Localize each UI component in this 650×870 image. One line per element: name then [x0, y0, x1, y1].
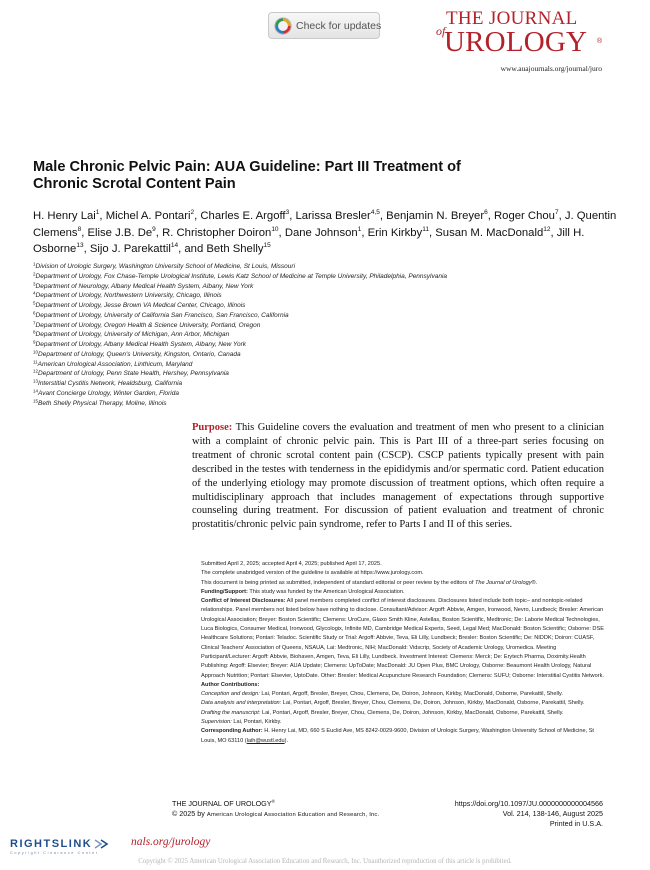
author-name: R. Christopher Doiron: [162, 226, 272, 239]
footer-copyright-prefix: © 2025 by: [172, 809, 205, 818]
affiliation-number: 12: [33, 368, 39, 374]
affiliation-text: Department of Urology, Northwestern University, Chicago, Illinois: [35, 292, 222, 300]
doi-link[interactable]: https://doi.org/10.1097/JU.0000000000004566: [454, 799, 603, 808]
rightslink-wordmark: RIGHTSLINK: [10, 838, 93, 850]
footer-journal-name: THE JOURNAL OF UROLOGY: [172, 799, 272, 808]
unabridged-text: The complete unabridged version of the guideline is available at: [201, 570, 359, 577]
printed-journal: The Journal of Urology: [474, 579, 532, 586]
author-affiliation-number: 1: [95, 209, 100, 216]
affiliation-item: [33, 360, 633, 370]
coi-text: All panel members completed conflict of interest disclosures. Disclosures listed include both topic– and nontopic-related relationships. Panel members not listed below have nothing to disclose. Consultant/Advisor: Argoff: Abbvie, Amgen, Ironwood, Nevro, Lundbeck; Bresler: American Urological Association; Breyer: Boston Scientific; Clemens: UroCure, Glaxo Smith Kline, Astellas, Boston Scientific, Medtronic; De: Laborie Medical Technologies, Luca Biologics, Consumer Medical, Ironwood, Glycologix, Infinite MD, Cambridge Medical Experts, Seed, Legal Med; MacDonald: Boston Scientific; Osborne: DSE Healthcare Solutions; Pontari: Teladoc. Scientific Study or Trial: Argoff: Abbvie, Teva, Eli Lilly, Lundbeck; Bresler: Boston Scientific; De: NIDDK; Doiron: CUASF, Clinical Teachers' Association of Queens, NSAUA, Lai: Medtronic, NIH; MacDonald: Vidscrip, Society of Academic Urology, Uromedica. Meeting Participant/Lecturer: Argoff: Abbvie, Biohaven, Amgen, Teva, Eli Lilly, Lundbeck. Investment Interest: Clemens: Merck; De: Erytech Pharma, Doximity.Health Publishing: Argoff: Elsevier; Breyer: AUA Update; Clemens: UpToDate; MacDonald: JU Open Plus, BMC Urology, Osborne: Beaumont Health Urology, Natural Approach Nutrition; Pontari: Elsevier, UptoDate. Other: Bresler: Medical Acupuncture Research Foundation; Clemens: SUFU; Osborne: Interstitial Cystitis Network.: [201, 598, 604, 679]
affiliation-number: 5: [33, 300, 36, 306]
author-affiliation-number: 1: [357, 225, 362, 233]
affiliation-text: Department of Urology, Albany Medical Health System, Albany, New York: [35, 341, 247, 348]
affiliation-item: [33, 262, 633, 272]
author-affiliation-number: 7: [554, 209, 559, 216]
contrib-drafting: [201, 709, 604, 718]
footer-copyright-org: American Urological Association Education and Research, Inc.: [206, 812, 380, 818]
check-updates-label: Check for updates: [296, 19, 382, 32]
affiliation-number: 9: [33, 339, 36, 345]
affiliation-text: Department of Neurology, Albany Medical Health System, Albany, New York: [35, 282, 254, 290]
author-affiliation-number: 2: [190, 209, 195, 216]
affiliation-number: 7: [33, 320, 36, 325]
funding-label: Funding/Support:: [201, 588, 248, 595]
affiliation-number: 6: [33, 310, 36, 316]
author-affiliation-number: 15: [263, 242, 271, 249]
affiliation-item: [33, 301, 633, 311]
submitted-dates: Submitted April 2, 2025; accepted April 4, 2025; published April 17, 2025.: [201, 561, 382, 567]
affiliation-item: [33, 340, 633, 350]
corresponding-author: [201, 727, 604, 746]
author-name: Jill H. Osborne: [33, 226, 585, 255]
supervision-text: Lai, Pontari, Kirkby.: [233, 719, 282, 726]
affiliation-text: American Urological Association, Linthicum, Maryland: [37, 360, 193, 368]
unabridged-note: [201, 569, 604, 578]
rightslink-arrow-icon: [94, 839, 112, 849]
author-name: Sijo J. Parekattil: [89, 243, 171, 255]
affiliation-text: Department of Urology, Fox Chase-Temple Urological Institute, Lewis Katz School of Medicine at Temple University, Philadelphia, Pennsylvania: [35, 272, 448, 280]
unabridged-end: .: [422, 570, 424, 577]
affiliation-text: Beth Shelly Physical Therapy, Moline, Illinois: [38, 399, 167, 407]
affiliation-item: [33, 311, 633, 321]
printed-in: Printed in U.S.A.: [549, 819, 603, 828]
masthead-urology: UROLOGY: [444, 26, 588, 58]
printed-note: [201, 579, 604, 588]
affiliation-text: Department of Urology, Queen's University, Kingston, Ontario, Canada: [38, 350, 241, 358]
copyright-notice: Copyright © 2025 American Urological Association Education and Research, Inc. Unauthorized reproduction of this article is prohibited.: [138, 858, 512, 865]
affiliation-text: Department of Urology, Oregon Health & Science University, Portland, Oregon: [35, 321, 261, 329]
author-affiliation-number: 9: [152, 225, 156, 233]
affiliation-item: [33, 369, 633, 379]
journal-url-fragment[interactable]: nals.org/jurology: [131, 836, 211, 848]
affiliation-number: 3: [33, 281, 36, 286]
rightslink-logo[interactable]: [10, 838, 112, 850]
affiliation-text: Division of Urologic Surgery, Washington University School of Medicine, St Louis, Missouri: [35, 263, 296, 270]
affiliation-item: [33, 321, 633, 331]
journal-url[interactable]: www.auajournals.org/journal/juro: [500, 64, 602, 73]
affiliation-item: [33, 350, 633, 360]
author-name: Dane Johnson: [284, 226, 358, 239]
footer-registered-mark: ®: [271, 799, 275, 804]
drafting-text: Lai, Pontari, Argoff, Bresler, Breyer, Chou, Clemens, De, Doiron, Johnson, Kirkby, MacDonald, Osborne, Parekattil, Shelly.: [261, 709, 564, 716]
affiliation-number: 14: [33, 388, 39, 394]
contrib-analysis: [201, 699, 604, 708]
author-name: Erin Kirkby: [367, 226, 423, 239]
affiliation-number: 1: [33, 261, 36, 267]
footer-citation-info: [455, 799, 603, 829]
author-name: Michel A. Pontari: [105, 210, 191, 222]
purpose-text: This Guideline covers the evaluation and treatment of men who present to a clinician with a complaint of chronic pelvic pain. This is Part III of a three-part series focusing on treatment of chronic scrotal content pain (CSCP). CSCP patients typically present with pain described in the testes with tenderness in the epididymis and/or spermatic cord. Patient education of the underlying etiology may promote discussion of treatment options, which often require a multidisciplinary approach that includes management of expectations through supportive counseling during treatment. For discussion of patient evaluation and treatment of chronic prostatitis/chronic pelvic pain syndrome, refer to Parts I and II of this series.: [192, 422, 604, 531]
unabridged-link[interactable]: https://www.jurology.com: [360, 570, 422, 577]
affiliation-item: [33, 282, 633, 292]
author-name: Roger Chou: [494, 210, 555, 222]
printed-end: ®.: [531, 579, 538, 586]
author-affiliation-number: 6: [484, 209, 488, 216]
article-title: Male Chronic Pelvic Pain: AUA Guideline: Part III Treatment of Chronic Scrotal Content Pain: [33, 159, 461, 192]
conception-text: Lai, Pontari, Argoff, Bresler, Breyer, Chou, Clemens, De, Doiron, Johnson, Kirkby, MacDonald, Osborne, Parekattil, Shelly.: [261, 691, 563, 698]
author-name: J. Quentin Clemens: [33, 210, 617, 239]
author-name: Benjamin N. Breyer: [386, 210, 485, 222]
coi-note: [201, 597, 604, 681]
affiliation-text: Department of Urology, University of Michigan, Ann Arbor, Michigan: [35, 331, 230, 339]
affiliation-item: [33, 379, 633, 389]
funding-text: This study was funded by the American Urological Association.: [249, 588, 405, 595]
funding-note: [201, 588, 604, 597]
article-notes: [201, 560, 604, 746]
masthead-the-journal: THE JOURNAL: [446, 8, 578, 29]
supervision-label: Supervision:: [201, 719, 232, 726]
affiliation-item: [33, 389, 633, 399]
coi-label: Conflict of Interest Disclosures:: [201, 598, 286, 605]
affiliation-text: Department of Urology, Penn State Health, Hershey, Pennsylvania: [38, 370, 229, 378]
author-list: H. Henry Lai$^1$, Michel A. Pontari$^2$, Charles E. Argoff$^3$, Larissa Bresler$^{4,5}$, Benjamin N. Breyer$^6$, Roger Chou$^7$, J. Quentin Clemens$^8$, Elise J.B. De$^9$, R. Christopher Doiron$^{10}$, Dane Johnson$^1$, Erin Kirkby$^{11}$, Susan M. MacDonald$^{12}$, Jill H. Osborne$^{13}$, Sijo J. Parekattil$^{14}$, and Beth Shelly$^{15}$: [33, 209, 617, 255]
check-for-updates-button[interactable]: [268, 12, 380, 39]
affiliation-number: 4: [33, 290, 36, 296]
affiliation-text: Department of Urology, University of California San Francisco, San Francisco, California: [35, 311, 289, 319]
drafting-label: Drafting the manuscript:: [201, 709, 261, 716]
affiliation-item: [33, 399, 633, 409]
author-name: and Beth Shelly: [184, 243, 264, 255]
corresponding-email-link[interactable]: laih@wustl.edu: [246, 737, 285, 744]
affiliation-number: 13: [33, 378, 39, 384]
affiliation-number: 15: [33, 398, 39, 403]
footer-copyright-line: [172, 809, 379, 820]
author-name: Susan M. MacDonald: [435, 226, 544, 239]
author-affiliation-number: 14: [170, 242, 179, 249]
analysis-label: Data analysis and interpretation:: [201, 700, 282, 707]
analysis-text: Lai, Pontari, Argoff, Bresler, Breyer, Chou, Clemens, De, Doiron, Johnson, Kirkby, MacDonald, Osborne, Parekattil, Shelly.: [282, 700, 585, 707]
corresponding-end: ).: [284, 737, 289, 744]
masthead-of: of: [436, 24, 446, 38]
affiliation-text: Interstitial Cystitis Network, Healdsburg, California: [38, 380, 183, 387]
affiliation-number: 10: [33, 349, 39, 355]
rightslink-subtitle: Copyright Clearance Center: [10, 851, 99, 855]
author-affiliation-number: 8: [77, 225, 82, 233]
author-affiliation-number: 13: [76, 242, 84, 249]
author-name: Larissa Bresler: [295, 210, 371, 222]
corresponding-label: Corresponding Author:: [201, 728, 263, 735]
footer-journal-info: [172, 799, 379, 820]
masthead-registered-mark: ®: [597, 38, 603, 45]
volume-info: Vol. 214, 138-146, August 2025: [502, 809, 603, 818]
author-affiliation-number: 12: [543, 225, 551, 233]
affiliation-item: [33, 291, 633, 301]
corresponding-text: H. Henry Lai, MD, 660 S Euclid Ave, MS 8242-0029-9600, Division of Urologic Surgery, Washington University School of Medicine, St Louis, MO 63110 (: [201, 728, 594, 744]
author-name: Elise J.B. De: [87, 226, 153, 239]
printed-text: This document is being printed as submitted, independent of standard editorial or peer review by the editors of: [201, 579, 474, 586]
footer-journal-line: [172, 799, 379, 809]
contrib-conception: [201, 690, 604, 699]
author-name: H. Henry Lai: [33, 210, 96, 222]
purpose-label: Purpose:: [192, 422, 233, 433]
author-affiliation-number: 4,5: [370, 209, 380, 216]
contributions-heading: Author Contributions:: [201, 681, 260, 688]
affiliation-number: 8: [33, 329, 36, 335]
affiliation-list: [33, 262, 633, 408]
affiliation-text: Avant Concierge Urology, Winter Garden, Florida: [38, 389, 179, 397]
conception-label: Conception and design:: [201, 691, 260, 698]
author-affiliation-number: 3: [285, 209, 290, 216]
affiliation-item: [33, 272, 633, 282]
contrib-supervision: [201, 718, 604, 727]
affiliation-number: 2: [33, 271, 36, 277]
author-affiliation-number: 10: [271, 225, 279, 233]
author-name: Charles E. Argoff: [200, 210, 286, 222]
affiliation-item: [33, 330, 633, 340]
abstract-purpose: [192, 421, 604, 532]
author-affiliation-number: 11: [422, 225, 429, 233]
check-updates-icon: [274, 17, 292, 35]
affiliation-number: 11: [33, 359, 38, 364]
affiliation-text: Department of Urology, Jesse Brown VA Medical Center, Chicago, Illinois: [35, 302, 246, 309]
